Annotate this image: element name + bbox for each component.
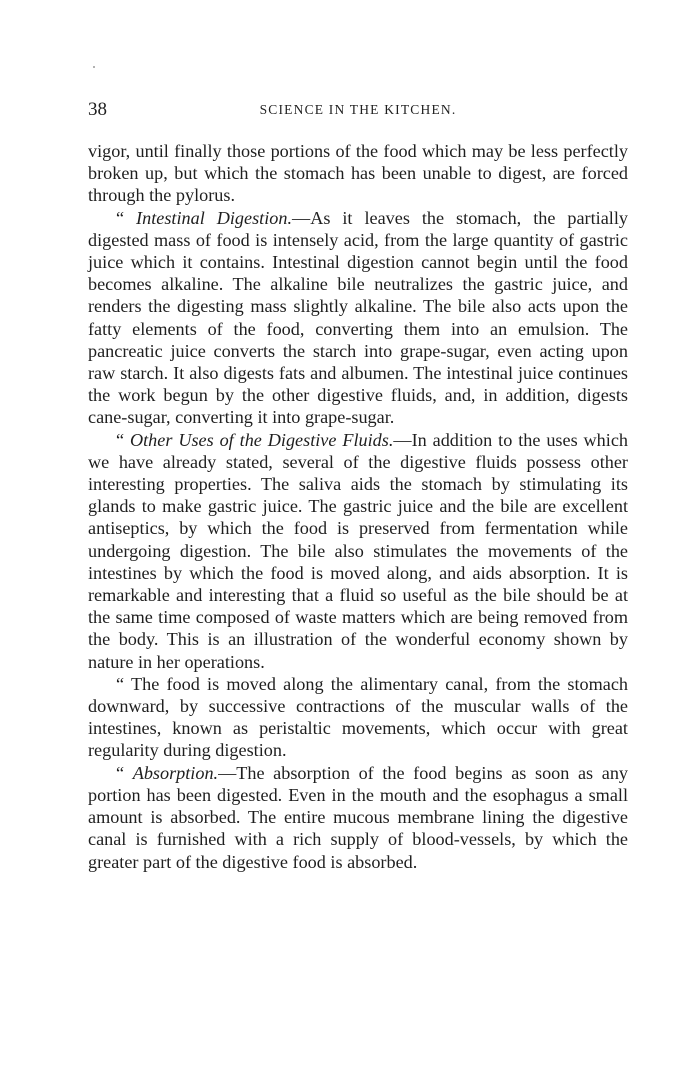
paragraph-peristalsis bbox=[88, 673, 628, 762]
section-heading: Other Uses of the Digestive Fluids. bbox=[129, 429, 394, 450]
paragraph-continuation bbox=[88, 140, 628, 207]
paragraph-absorption bbox=[88, 762, 628, 873]
running-title: SCIENCE IN THE KITCHEN. bbox=[259, 102, 457, 117]
paragraph-other-uses bbox=[88, 429, 628, 673]
page-header bbox=[88, 99, 628, 123]
paper-speck bbox=[93, 66, 95, 68]
paragraph-text: —In addition to the uses which we have already stated, several of the digestive fluids possess other interesting properties. The saliva aids the stomach by stimulating its glands to make gastric juice. The gastric juice and the bile are excellent antiseptics, by which the food is preserved from fermentation while undergoing digestion. The bile also stimulates the movements of the intestines by which the food is moved along, and aids absorption. It is remarkable and interesting that a fluid so useful as the bile should be at the same time composed of waste matters which are being removed from the body. This is an illustration of the wonderful economy shown by nature in her operations. bbox=[88, 429, 628, 672]
paragraph-text: —As it leaves the stomach, the partially digested mass of food is intensely acid, from the large quantity of gastric juice which it contains. Intestinal digestion cannot begin until the food becomes alkaline. The alkaline bile neutralizes the gastric juice, and renders the digesting mass slightly alkaline. The bile also acts upon the fatty elements of the food, converting them into an emulsion. The pancreatic juice converts the starch into grape-sugar, even acting upon raw starch. It also digests fats and albumen. The intestinal juice continues the work begun by the other digestive fluids, and, in addition, digests cane-sugar, converting it into grape-sugar. bbox=[88, 207, 628, 428]
page-number: 38 bbox=[88, 99, 107, 120]
open-quote: “ bbox=[116, 429, 130, 450]
section-heading: Intestinal Digestion. bbox=[136, 207, 292, 228]
open-quote: “ bbox=[116, 207, 137, 228]
body-text bbox=[88, 140, 628, 873]
paragraph-text: The food is moved along the alimentary canal, from the stomach downward, by successive contractions of the muscular walls of the intestines, known as peristaltic movements, which occur with great regularity during digestion. bbox=[88, 673, 629, 761]
paragraph-text: vigor, until finally those portions of the food which may be less perfectly broken up, but which the stomach has been unable to digest, are forced through the pylorus. bbox=[88, 141, 628, 206]
section-heading: Absorption. bbox=[132, 762, 219, 783]
open-quote: “ bbox=[116, 762, 133, 783]
open-quote: “ bbox=[116, 673, 131, 694]
paragraph-intestinal-digestion bbox=[88, 207, 628, 429]
paragraph-text: —The absorption of the food begins as soon as any portion has been digested. Even in the mouth and the esophagus a small amount is absorbed. The entire mucous membrane lining the digestive canal is furnished with a rich supply of blood-vessels, by which the greater part of the digestive food is absorbed. bbox=[88, 762, 629, 872]
